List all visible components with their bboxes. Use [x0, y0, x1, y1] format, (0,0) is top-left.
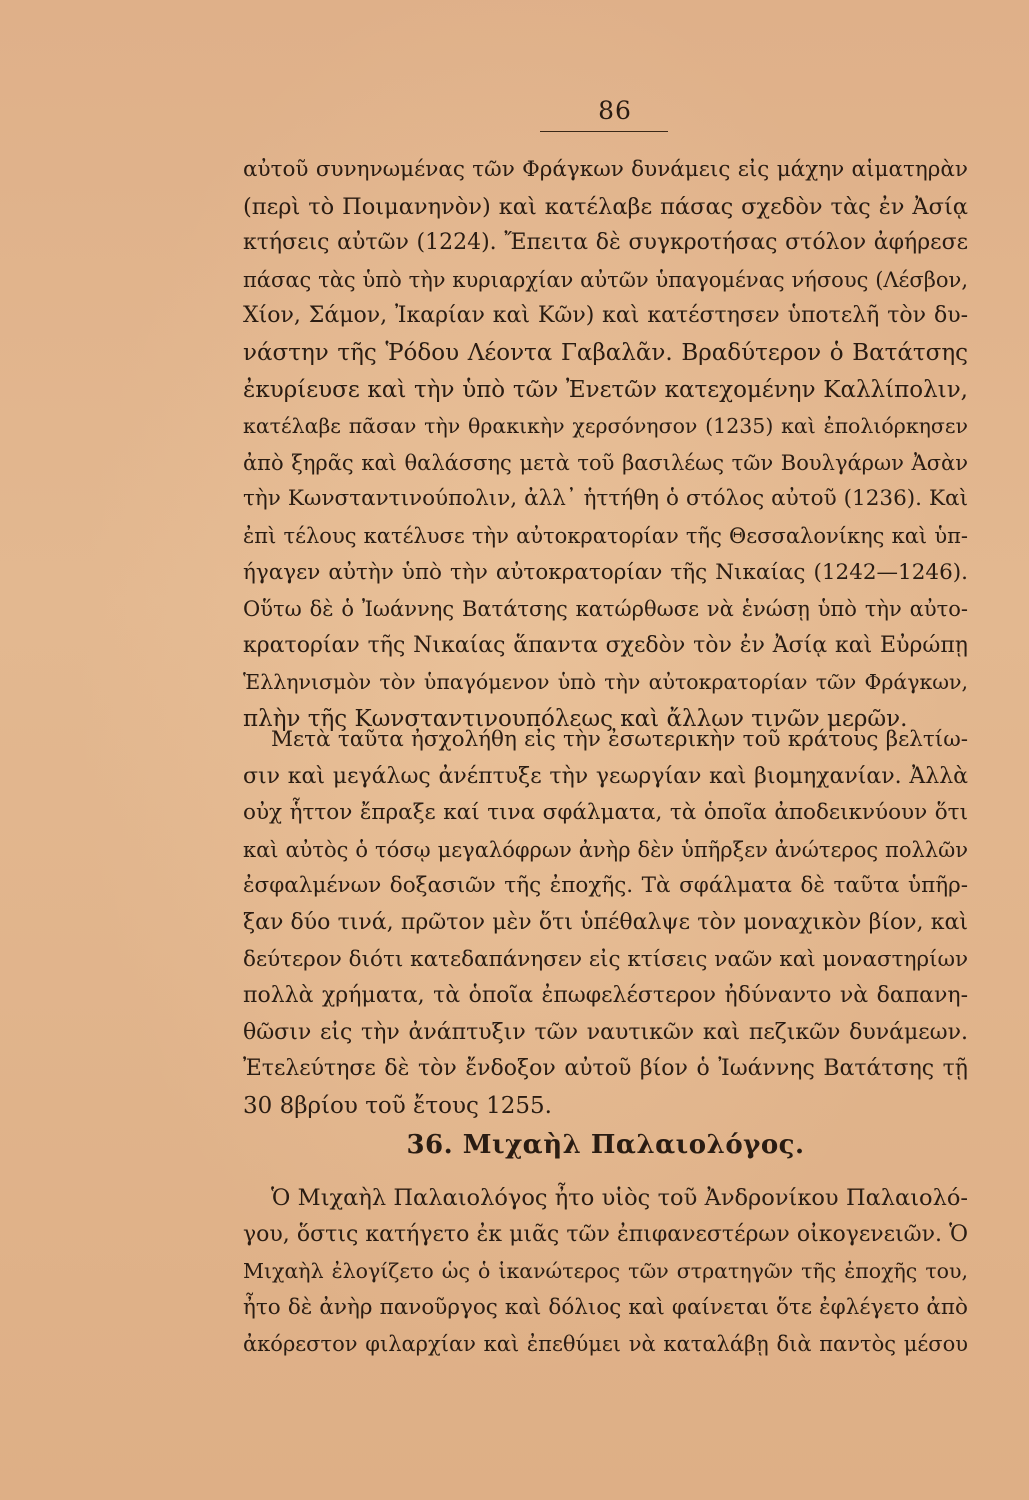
text-line: ήγαγεν αὐτὴν ὑπὸ τὴν αὐτοκρατορίαν τῆς Νικαίας (1242—1246). [243, 559, 968, 585]
paragraph-1 [243, 152, 968, 738]
text-line: κατέλαβε πᾶσαν τὴν θρακικὴν χερσόνησον (1235) καὶ ἐπολιόρκησεν [243, 414, 968, 439]
text-line: ἦτο δὲ ἀνὴρ πανοῦργος καὶ δόλιος καὶ φαίνεται ὅτε ἐφλέγετο ἀπὸ [243, 1294, 968, 1320]
text-line: θῶσιν εἰς τὴν ἀνάπτυξιν τῶν ναυτικῶν καὶ πεζικῶν δυνάμεων. [243, 1019, 968, 1045]
text-line: 30 8βρίου τοῦ ἔτους 1255. [243, 1092, 552, 1119]
text-line: αὐτοῦ συνηνωμένας τῶν Φράγκων δυνάμεις εἰς μάχην αἱματηρὰν [243, 157, 968, 182]
page-number-rule [540, 131, 668, 132]
text-line: ἐσφαλμένων δοξασιῶν τῆς ἐποχῆς. Τὰ σφάλματα δὲ ταῦτα ὑπῆρ- [243, 873, 968, 899]
text-line: Μετὰ ταῦτα ἠσχολήθη εἰς τὴν ἐσωτερικὴν τοῦ κράτους βελτίω- [271, 727, 968, 752]
text-line: Μιχαὴλ ἐλογίζετο ὡς ὁ ἱκανώτερος τῶν στρατηγῶν τῆς ἐποχῆς του, [243, 1259, 968, 1284]
text-line: κτήσεις αὐτῶν (1224). Ἔπειτα δὲ συγκροτήσας στόλον ἀφήρεσε [243, 230, 968, 256]
text-line: καὶ αὐτὸς ὁ τόσῳ μεγαλόφρων ἀνὴρ δὲν ὑπῆρξεν ἀνώτερος πολλῶν [243, 837, 968, 862]
text-line: πολλὰ χρήματα, τὰ ὁποῖα ἐπωφελέστερον ἠδύναντο νὰ δαπανη- [243, 983, 968, 1009]
text-line: τὴν Κωνσταντινούπολιν, ἀλλ᾽ ἡττήθη ὁ στόλος αὐτοῦ (1236). Καὶ [243, 486, 968, 512]
text-line: νάστην τῆς Ῥόδου Λέοντα Γαβαλᾶν. Βραδύτερον ὁ Βατάτσης [243, 339, 968, 366]
paragraph-2 [243, 722, 968, 1125]
text-line: ἐκυρίευσε καὶ τὴν ὑπὸ τῶν Ἐνετῶν κατεχομένην Καλλίπολιν, [243, 376, 968, 403]
text-line: γου, ὅστις κατήγετο ἐκ μιᾶς τῶν ἐπιφανεστέρων οἰκογενειῶν. Ὁ [243, 1221, 968, 1247]
text-line: δεύτερον διότι κατεδαπάνησεν εἰς κτίσεις ναῶν καὶ μοναστηρίων [243, 946, 968, 972]
text-line: ξαν δύο τινά, πρῶτον μὲν ὅτι ὑπέθαλψε τὸν μοναχικὸν βίον, καὶ [243, 909, 968, 935]
text-line: ἀκόρεστον φιλαρχίαν καὶ ἐπεθύμει νὰ καταλάβῃ διὰ παντὸς μέσου [243, 1332, 968, 1357]
text-line: σιν καὶ μεγάλως ἀνέπτυξε τὴν γεωργίαν καὶ βιομηχανίαν. Ἀλλὰ [243, 763, 968, 789]
text-line: Ἑλληνισμὸν τὸν ὑπαγόμενον ὑπὸ τὴν αὐτοκρατορίαν τῶν Φράγκων, [243, 670, 968, 695]
section-heading: 36. Μιχαὴλ Παλαιολόγος. [406, 1130, 805, 1160]
text-line: ἐπὶ τέλους κατέλυσε τὴν αὐτοκρατορίαν τῆς Θεσσαλονίκης καὶ ὑπ- [243, 523, 968, 548]
page-number: 86 [598, 96, 632, 125]
text-line: Οὕτω δὲ ὁ Ἰωάννης Βατάτσης κατώρθωσε νὰ ἑνώσῃ ὑπὸ τὴν αὐτο- [243, 597, 968, 622]
text-line: οὐχ ἧττον ἔπραξε καί τινα σφάλματα, τὰ ὁποῖα ἀποδεικνύουν ὅτι [243, 800, 968, 826]
text-line: ἀπὸ ξηρᾶς καὶ θαλάσσης μετὰ τοῦ βασιλέως τῶν Βουλγάρων Ἀσὰν [243, 450, 968, 475]
text-line: Χίον, Σάμον, Ἰκαρίαν καὶ Κῶν) καὶ κατέστησεν ὑποτελῆ τὸν δυ- [243, 303, 968, 329]
text-line: Ὁ Μιχαὴλ Παλαιολόγος ἦτο υἱὸς τοῦ Ἀνδρονίκου Παλαιολό- [271, 1185, 968, 1211]
text-line: (περὶ τὸ Ποιμανηνὸν) καὶ κατέλαβε πάσας σχεδὸν τὰς ἐν Ἀσίᾳ [243, 193, 968, 220]
text-line: Ἐτελεύτησε δὲ τὸν ἔνδοξον αὐτοῦ βίον ὁ Ἰωάννης Βατάτσης τῇ [243, 1056, 968, 1082]
text-line: κρατορίαν τῆς Νικαίας ἅπαντα σχεδὸν τὸν ἐν Ἀσίᾳ καὶ Εὐρώπῃ [243, 632, 968, 658]
text-line: πλὴν τῆς Κωνσταντινουπόλεως καὶ ἄλλων τινῶν μερῶν. [243, 705, 908, 732]
paragraph-3 [243, 1180, 968, 1363]
text-line: πάσας τὰς ὑπὸ τὴν κυριαρχίαν αὐτῶν ὑπαγομένας νήσους (Λέσβον, [243, 267, 968, 292]
